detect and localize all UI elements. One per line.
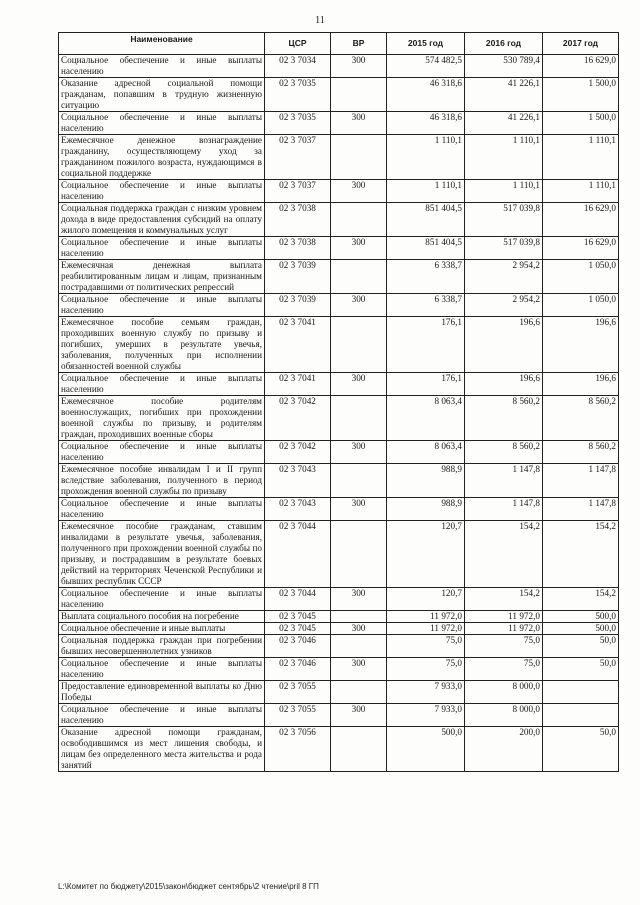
- row-name: Выплата социального пособия на погребение: [59, 611, 265, 623]
- row-name: Социальное обеспечение и иные выплаты населению: [59, 373, 265, 396]
- row-name: Социальное обеспечение и иные выплаты населению: [59, 498, 265, 521]
- row-vr: 300: [331, 704, 387, 727]
- row-2017: 16 629,0: [543, 237, 619, 260]
- row-2017: 500,0: [543, 611, 619, 623]
- row-csr: 02 3 7046: [265, 635, 331, 658]
- row-csr: 02 3 7034: [265, 55, 331, 78]
- row-2017: [543, 704, 619, 727]
- row-2016: 1 110,1: [465, 135, 543, 180]
- table-row: [59, 635, 619, 658]
- row-2017: 8 560,2: [543, 441, 619, 464]
- table-body: [59, 55, 619, 772]
- row-2016: 11 972,0: [465, 611, 543, 623]
- row-csr: 02 3 7042: [265, 441, 331, 464]
- table-row: [59, 498, 619, 521]
- table-row: [59, 78, 619, 112]
- row-name: Оказание адресной помощи гражданам, освободившимся из мест лишения свободы, и лицам без определенного места жительства и рода занятий: [59, 727, 265, 772]
- row-2015: 120,7: [387, 521, 465, 588]
- row-name: Социальная поддержка граждан с низким уровнем дохода в виде предоставления субсидий на оплату жилого помещения и коммунальных услуг: [59, 203, 265, 237]
- row-vr: 300: [331, 294, 387, 317]
- row-2017: 1 110,1: [543, 180, 619, 203]
- row-csr: 02 3 7042: [265, 396, 331, 441]
- table-header-row: [59, 33, 619, 55]
- header-2016: 2016 год: [465, 33, 543, 55]
- row-2016: 1 147,8: [465, 464, 543, 498]
- row-csr: 02 3 7035: [265, 78, 331, 112]
- row-vr: [331, 521, 387, 588]
- row-vr: 300: [331, 373, 387, 396]
- table-row: [59, 588, 619, 611]
- page-number: 11: [315, 15, 325, 26]
- row-name: Социальное обеспечение и иные выплаты населению: [59, 55, 265, 78]
- row-2017: 8 560,2: [543, 396, 619, 441]
- row-csr: 02 3 7056: [265, 727, 331, 772]
- row-2015: 7 933,0: [387, 704, 465, 727]
- row-name: Предоставление единовременной выплаты ко Дню Победы: [59, 681, 265, 704]
- row-2015: 75,0: [387, 635, 465, 658]
- row-2016: 75,0: [465, 658, 543, 681]
- row-csr: 02 3 7038: [265, 203, 331, 237]
- row-2015: 46 318,6: [387, 78, 465, 112]
- row-vr: [331, 78, 387, 112]
- row-vr: 300: [331, 623, 387, 635]
- table-row: [59, 112, 619, 135]
- row-2016: 517 039,8: [465, 237, 543, 260]
- row-name: Ежемесячное пособие семьям граждан, проходивших военную службу по призыву и погибших, умерших в результате увечья, заболевания, полученных при исполнении обязанностей военной службы: [59, 317, 265, 373]
- row-name: Социальное обеспечение и иные выплаты: [59, 623, 265, 635]
- table-row: [59, 611, 619, 623]
- row-2015: 8 063,4: [387, 396, 465, 441]
- table-row: [59, 623, 619, 635]
- row-2016: 154,2: [465, 588, 543, 611]
- row-2016: 1 110,1: [465, 180, 543, 203]
- row-2016: 200,0: [465, 727, 543, 772]
- row-vr: [331, 611, 387, 623]
- row-2017: 196,6: [543, 373, 619, 396]
- row-2016: 196,6: [465, 317, 543, 373]
- table-row: [59, 237, 619, 260]
- row-2015: 6 338,7: [387, 260, 465, 294]
- row-2015: 988,9: [387, 464, 465, 498]
- row-csr: 02 3 7055: [265, 681, 331, 704]
- row-2016: 8 560,2: [465, 441, 543, 464]
- row-2016: 154,2: [465, 521, 543, 588]
- table-row: [59, 727, 619, 772]
- row-name: Социальное обеспечение и иные выплаты населению: [59, 237, 265, 260]
- row-csr: 02 3 7038: [265, 237, 331, 260]
- row-vr: [331, 203, 387, 237]
- row-csr: 02 3 7045: [265, 611, 331, 623]
- row-2015: 851 404,5: [387, 237, 465, 260]
- row-csr: 02 3 7035: [265, 112, 331, 135]
- row-name: Социальное обеспечение и иные выплаты населению: [59, 294, 265, 317]
- row-2016: 1 147,8: [465, 498, 543, 521]
- row-csr: 02 3 7045: [265, 623, 331, 635]
- row-2017: 1 500,0: [543, 78, 619, 112]
- row-2016: 75,0: [465, 635, 543, 658]
- row-vr: 300: [331, 658, 387, 681]
- row-csr: 02 3 7041: [265, 373, 331, 396]
- row-vr: [331, 727, 387, 772]
- row-csr: 02 3 7037: [265, 135, 331, 180]
- row-2017: 1 110,1: [543, 135, 619, 180]
- row-csr: 02 3 7043: [265, 464, 331, 498]
- row-2016: 11 972,0: [465, 623, 543, 635]
- row-2016: 8 000,0: [465, 681, 543, 704]
- row-2017: 1 050,0: [543, 294, 619, 317]
- row-name: Ежемесячная денежная выплата реабилитированным лицам и лицам, признанным пострадавшими от политических репрессий: [59, 260, 265, 294]
- row-2015: 1 110,1: [387, 180, 465, 203]
- row-2015: 120,7: [387, 588, 465, 611]
- row-2017: [543, 681, 619, 704]
- table-row: [59, 704, 619, 727]
- header-name: Наименование: [59, 33, 265, 55]
- row-2016: 8 000,0: [465, 704, 543, 727]
- row-2015: 176,1: [387, 317, 465, 373]
- file-path-footer: L:\Комитет по бюджету\2015\закон\бюджет сентябрь\2 чтение\pril 8 ГП: [58, 882, 319, 891]
- row-2015: 6 338,7: [387, 294, 465, 317]
- row-2015: 11 972,0: [387, 623, 465, 635]
- row-name: Социальное обеспечение и иные выплаты населению: [59, 588, 265, 611]
- row-2017: 16 629,0: [543, 203, 619, 237]
- row-name: Ежемесячное пособие инвалидам I и II групп вследствие заболевания, полученного в период прохождения военной службы по призыву: [59, 464, 265, 498]
- row-name: Оказание адресной социальной помощи гражданам, попавшим в трудную жизненную ситуацию: [59, 78, 265, 112]
- table-row: [59, 260, 619, 294]
- table-row: [59, 441, 619, 464]
- row-csr: 02 3 7055: [265, 704, 331, 727]
- row-vr: [331, 317, 387, 373]
- row-csr: 02 3 7039: [265, 294, 331, 317]
- row-csr: 02 3 7044: [265, 588, 331, 611]
- row-name: Социальное обеспечение и иные выплаты населению: [59, 180, 265, 203]
- row-2016: 517 039,8: [465, 203, 543, 237]
- row-csr: 02 3 7039: [265, 260, 331, 294]
- row-csr: 02 3 7046: [265, 658, 331, 681]
- row-2015: 988,9: [387, 498, 465, 521]
- table-row: [59, 135, 619, 180]
- row-vr: 300: [331, 441, 387, 464]
- table-row: [59, 317, 619, 373]
- row-name: Социальное обеспечение и иные выплаты населению: [59, 658, 265, 681]
- row-vr: 300: [331, 180, 387, 203]
- row-2016: 8 560,2: [465, 396, 543, 441]
- row-2016: 41 226,1: [465, 112, 543, 135]
- table-row: [59, 55, 619, 78]
- header-vr: ВР: [331, 33, 387, 55]
- row-vr: [331, 635, 387, 658]
- table-row: [59, 294, 619, 317]
- row-vr: [331, 260, 387, 294]
- row-csr: 02 3 7044: [265, 521, 331, 588]
- row-name: Социальное обеспечение и иные выплаты населению: [59, 441, 265, 464]
- row-2016: 41 226,1: [465, 78, 543, 112]
- row-name: Ежемесячное пособие гражданам, ставшим инвалидами в результате увечья, заболевания, полученного при прохождении военной службы по призыву, и пострадавшим в результате боевых действий на территориях Чеченской Республики и бывших республик СССР: [59, 521, 265, 588]
- table-row: [59, 658, 619, 681]
- row-2015: 8 063,4: [387, 441, 465, 464]
- row-2017: 50,0: [543, 658, 619, 681]
- row-csr: 02 3 7037: [265, 180, 331, 203]
- row-2016: 2 954,2: [465, 294, 543, 317]
- row-2015: 851 404,5: [387, 203, 465, 237]
- row-2015: 176,1: [387, 373, 465, 396]
- table-row: [59, 180, 619, 203]
- row-2015: 1 110,1: [387, 135, 465, 180]
- row-csr: 02 3 7043: [265, 498, 331, 521]
- row-vr: 300: [331, 588, 387, 611]
- row-2015: 46 318,6: [387, 112, 465, 135]
- row-name: Ежемесячное пособие родителям военнослужащих, погибших при прохождении военной службы по призыву, и родителям граждан, проходивших военные сборы: [59, 396, 265, 441]
- row-2017: 16 629,0: [543, 55, 619, 78]
- row-2016: 530 789,4: [465, 55, 543, 78]
- row-2017: 50,0: [543, 635, 619, 658]
- row-vr: [331, 135, 387, 180]
- table-row: [59, 373, 619, 396]
- table-row: [59, 681, 619, 704]
- table-row: [59, 396, 619, 441]
- row-2016: 2 954,2: [465, 260, 543, 294]
- table-row: [59, 203, 619, 237]
- row-name: Ежемесячное денежное вознаграждение гражданину, осуществляющему уход за гражданином пожилого возраста, нуждающимся в социальной поддержке: [59, 135, 265, 180]
- row-2017: 1 147,8: [543, 464, 619, 498]
- row-2017: 154,2: [543, 588, 619, 611]
- header-csr: ЦСР: [265, 33, 331, 55]
- row-2015: 75,0: [387, 658, 465, 681]
- header-2015: 2015 год: [387, 33, 465, 55]
- row-2017: 154,2: [543, 521, 619, 588]
- row-name: Социальное обеспечение и иные выплаты населению: [59, 112, 265, 135]
- row-2015: 11 972,0: [387, 611, 465, 623]
- row-2017: 50,0: [543, 727, 619, 772]
- row-2017: 1 500,0: [543, 112, 619, 135]
- row-2016: 196,6: [465, 373, 543, 396]
- row-vr: 300: [331, 237, 387, 260]
- table-row: [59, 464, 619, 498]
- row-2015: 574 482,5: [387, 55, 465, 78]
- row-2015: 500,0: [387, 727, 465, 772]
- row-vr: [331, 396, 387, 441]
- row-vr: [331, 464, 387, 498]
- row-vr: 300: [331, 112, 387, 135]
- budget-table: [58, 32, 619, 772]
- row-2017: 1 147,8: [543, 498, 619, 521]
- row-2017: 1 050,0: [543, 260, 619, 294]
- row-csr: 02 3 7041: [265, 317, 331, 373]
- row-vr: 300: [331, 498, 387, 521]
- header-2017: 2017 год: [543, 33, 619, 55]
- table-row: [59, 521, 619, 588]
- row-vr: 300: [331, 55, 387, 78]
- row-2015: 7 933,0: [387, 681, 465, 704]
- row-2017: 196,6: [543, 317, 619, 373]
- row-name: Социальное обеспечение и иные выплаты населению: [59, 704, 265, 727]
- row-2017: 500,0: [543, 623, 619, 635]
- row-name: Социальная поддержка граждан при погребении бывших несовершеннолетних узников: [59, 635, 265, 658]
- row-vr: [331, 681, 387, 704]
